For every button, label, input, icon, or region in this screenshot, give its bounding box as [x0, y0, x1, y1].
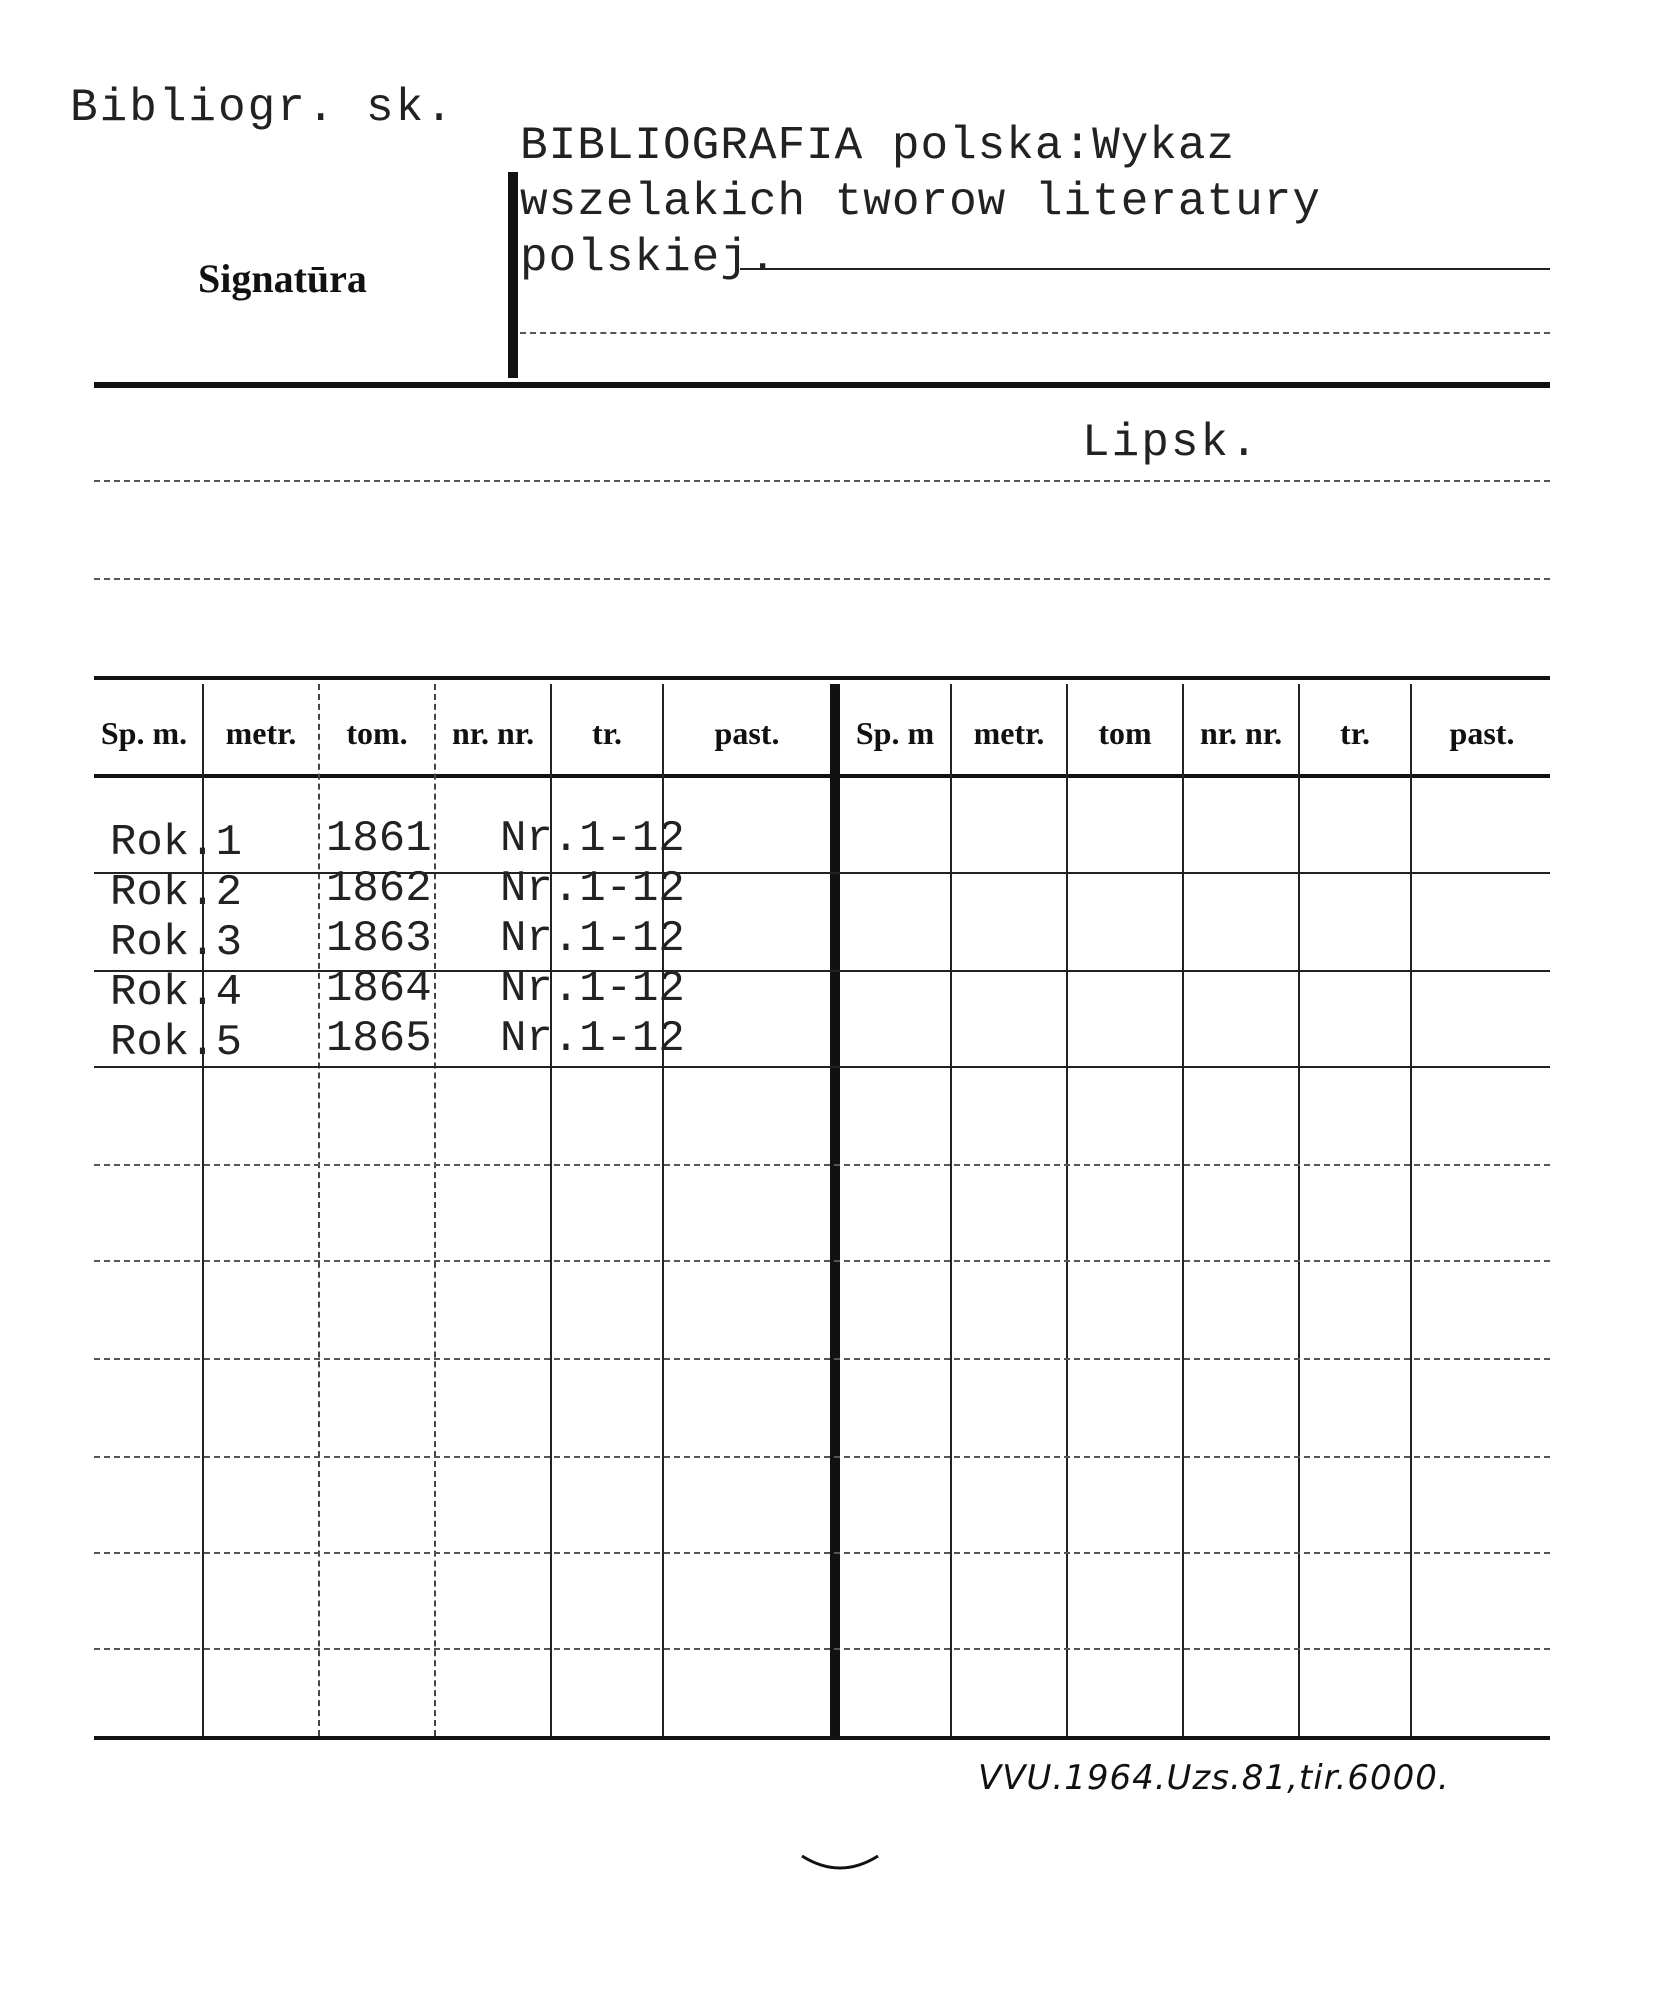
col-header-right-spm: Sp. m	[855, 715, 935, 751]
holding-volume-label: Rok.3	[110, 918, 243, 968]
holding-year: 1862	[326, 864, 432, 914]
holding-issues: Nr.1-12	[500, 864, 685, 914]
col-header-right-past: past.	[1449, 715, 1515, 751]
row-rule	[94, 970, 1550, 972]
bottom-notch-mark	[800, 1850, 880, 1880]
row-rule	[94, 1456, 1550, 1458]
holding-issues: Nr.1-12	[500, 914, 685, 964]
note-rule-1	[94, 480, 1550, 482]
col-header-right-tr: tr.	[1340, 715, 1370, 751]
col-header-left-metr: metr.	[225, 715, 297, 751]
holding-issues: Nr.1-12	[500, 964, 685, 1014]
holding-volume-label: Rok.4	[110, 968, 243, 1018]
col-header-left-tr: tr.	[592, 715, 622, 751]
holding-year: 1861	[326, 814, 432, 864]
printer-imprint: VVU.1964.Uzs.81,tir.6000.	[978, 1758, 1450, 1798]
note-rule-2	[94, 578, 1550, 580]
grid-head-rule	[94, 774, 1550, 778]
row-rule	[94, 1066, 1550, 1068]
row-rule	[94, 1164, 1550, 1166]
col-header-left-past: past.	[714, 715, 780, 751]
header-rule	[94, 382, 1550, 388]
holding-year: 1863	[326, 914, 432, 964]
signature-label: Signatūra	[198, 256, 367, 301]
col-header-right-nrnr: nr. nr.	[1199, 715, 1283, 751]
holding-issues: Nr.1-12	[500, 814, 685, 864]
holding-volume-label: Rok.2	[110, 868, 243, 918]
holding-issues: Nr.1-12	[500, 1014, 685, 1064]
col-divider	[1066, 684, 1068, 1736]
title-underline	[740, 268, 1550, 270]
col-header-left-tom: tom.	[346, 715, 408, 751]
col-divider	[318, 684, 320, 1736]
row-rule	[94, 1648, 1550, 1650]
title-block	[520, 118, 1321, 286]
col-divider	[950, 684, 952, 1736]
col-header-left-nrnr: nr. nr.	[451, 715, 535, 751]
title-line-1: BIBLIOGRAFIA polska:Wykaz	[520, 120, 1236, 172]
title-margin-bar	[508, 172, 518, 378]
title-rule-2	[520, 332, 1550, 334]
holding-year: 1865	[326, 1014, 432, 1064]
col-header-right-tom: tom	[1098, 715, 1152, 751]
row-rule	[94, 1358, 1550, 1360]
row-rule	[94, 1260, 1550, 1262]
center-divider	[830, 684, 840, 1736]
col-divider	[1410, 684, 1412, 1736]
title-line-3: polskiej.	[520, 232, 778, 284]
place-of-publication: Lipsk.	[1082, 417, 1260, 469]
col-divider	[434, 684, 436, 1736]
row-rule	[94, 872, 1550, 874]
shelf-mark: Bibliogr. sk.	[70, 82, 455, 134]
holding-volume-label: Rok.5	[110, 1018, 243, 1068]
row-rule	[94, 1552, 1550, 1554]
col-header-right-metr: metr.	[973, 715, 1045, 751]
title-line-2: wszelakich tworow literatury	[520, 176, 1321, 228]
col-divider	[1298, 684, 1300, 1736]
col-divider	[1182, 684, 1184, 1736]
grid-bottom-rule	[94, 1736, 1550, 1740]
grid-top-rule	[94, 676, 1550, 680]
holding-year: 1864	[326, 964, 432, 1014]
col-header-left-spm: Sp. m.	[100, 715, 188, 751]
holding-volume-label: Rok.1	[110, 818, 243, 868]
